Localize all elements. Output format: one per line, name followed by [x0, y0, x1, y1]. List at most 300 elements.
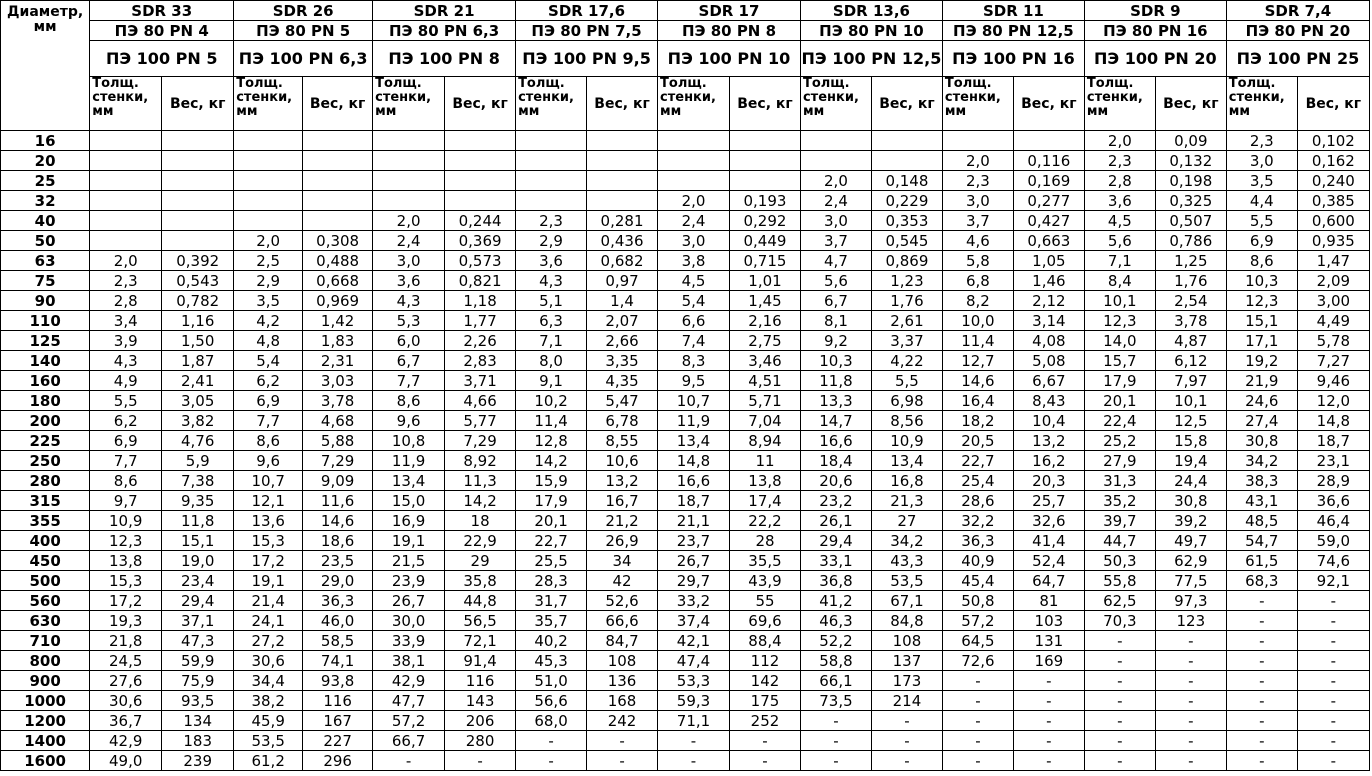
thickness-cell: 72,6 [942, 651, 1013, 671]
weight-cell: 46,4 [1297, 511, 1369, 531]
thickness-cell: - [942, 751, 1013, 771]
weight-cell: 8,55 [587, 431, 658, 451]
thickness-cell: 51,0 [516, 671, 587, 691]
weight-cell: 24,4 [1155, 471, 1226, 491]
thickness-cell: - [1226, 731, 1297, 751]
thickness-cell [373, 171, 445, 191]
thickness-cell: 53,5 [234, 731, 303, 751]
sdr-header: SDR 9 [1084, 1, 1226, 21]
thickness-cell: 6,0 [373, 331, 445, 351]
weight-cell [730, 171, 801, 191]
pe100-header: ПЭ 100 PN 8 [373, 41, 516, 77]
thickness-cell: 3,0 [942, 191, 1013, 211]
weight-cell [587, 131, 658, 151]
thickness-cell: 21,4 [234, 591, 303, 611]
weight-cell: 36,3 [303, 591, 373, 611]
thickness-cell: 34,2 [1226, 451, 1297, 471]
thickness-cell: 2,3 [516, 211, 587, 231]
thickness-cell: 52,2 [800, 631, 871, 651]
thickness-cell [658, 131, 730, 151]
weight-cell [445, 171, 516, 191]
thickness-cell: 5,5 [90, 391, 162, 411]
weight-cell: 116 [445, 671, 516, 691]
thickness-cell: 9,6 [373, 411, 445, 431]
weight-cell: 0,97 [587, 271, 658, 291]
weight-cell: 16,2 [1013, 451, 1084, 471]
weight-cell: - [1155, 631, 1226, 651]
weight-cell: 77,5 [1155, 571, 1226, 591]
weight-cell: 47,3 [162, 631, 234, 651]
weight-cell: 55 [730, 591, 801, 611]
weight-cell: 0,715 [730, 251, 801, 271]
table-row [1, 251, 1370, 271]
thickness-cell: 4,4 [1226, 191, 1297, 211]
weight-cell: 5,08 [1013, 351, 1084, 371]
weight-cell: 53,5 [871, 571, 942, 591]
thickness-cell: 13,8 [90, 551, 162, 571]
thickness-cell: 38,3 [1226, 471, 1297, 491]
weight-cell [730, 151, 801, 171]
weight-cell: 6,67 [1013, 371, 1084, 391]
weight-header: Вес, кг [445, 77, 516, 131]
weight-cell: - [587, 731, 658, 751]
thickness-cell: 2,0 [234, 231, 303, 251]
weight-cell: 30,8 [1155, 491, 1226, 511]
thickness-cell: 4,3 [90, 351, 162, 371]
weight-cell: - [1155, 671, 1226, 691]
weight-cell: 8,43 [1013, 391, 1084, 411]
thickness-cell: 14,2 [516, 451, 587, 471]
diameter-cell: 160 [1, 371, 90, 391]
thickness-header: Толщ. стенки, мм [90, 77, 162, 131]
weight-cell: 0,969 [303, 291, 373, 311]
thickness-cell [658, 151, 730, 171]
thickness-cell: 13,4 [658, 431, 730, 451]
weight-cell: - [1155, 751, 1226, 771]
weight-cell: 1,16 [162, 311, 234, 331]
thickness-cell: 36,7 [90, 711, 162, 731]
weight-cell: - [871, 731, 942, 751]
weight-cell: 2,83 [445, 351, 516, 371]
pe80-header: ПЭ 80 PN 7,5 [516, 21, 658, 41]
diameter-cell: 1200 [1, 711, 90, 731]
thickness-cell: - [1084, 671, 1155, 691]
weight-cell: 0,449 [730, 231, 801, 251]
table-row [1, 611, 1370, 631]
thickness-cell: 3,8 [658, 251, 730, 271]
weight-cell: 21,3 [871, 491, 942, 511]
weight-cell: 15,1 [162, 531, 234, 551]
weight-cell: 19,4 [1155, 451, 1226, 471]
weight-cell: 0,786 [1155, 231, 1226, 251]
thickness-cell [234, 151, 303, 171]
thickness-cell: 39,7 [1084, 511, 1155, 531]
thickness-cell: 14,6 [942, 371, 1013, 391]
thickness-cell: 30,6 [234, 651, 303, 671]
thickness-cell: 2,9 [516, 231, 587, 251]
thickness-cell [234, 131, 303, 151]
weight-cell: 84,7 [587, 631, 658, 651]
weight-header: Вес, кг [1297, 77, 1369, 131]
weight-cell: 2,61 [871, 311, 942, 331]
thickness-cell: - [658, 751, 730, 771]
table-row [1, 511, 1370, 531]
thickness-cell: 12,7 [942, 351, 1013, 371]
thickness-cell: 31,3 [1084, 471, 1155, 491]
thickness-cell: 18,7 [658, 491, 730, 511]
pe100-header: ПЭ 100 PN 5 [90, 41, 234, 77]
weight-cell [587, 191, 658, 211]
thickness-cell: 14,8 [658, 451, 730, 471]
weight-cell [730, 131, 801, 151]
weight-cell: - [1297, 711, 1369, 731]
weight-cell: 7,27 [1297, 351, 1369, 371]
weight-cell: 19,0 [162, 551, 234, 571]
weight-cell [587, 151, 658, 171]
thickness-cell: 22,7 [942, 451, 1013, 471]
weight-cell: 49,7 [1155, 531, 1226, 551]
thickness-cell: 26,7 [658, 551, 730, 571]
thickness-cell: 28,6 [942, 491, 1013, 511]
thickness-cell: 3,9 [90, 331, 162, 351]
thickness-cell: 22,4 [1084, 411, 1155, 431]
thickness-cell: 33,1 [800, 551, 871, 571]
weight-cell: 175 [730, 691, 801, 711]
thickness-cell: 8,6 [373, 391, 445, 411]
weight-cell: 9,46 [1297, 371, 1369, 391]
weight-cell: 2,54 [1155, 291, 1226, 311]
thickness-cell: 10,0 [942, 311, 1013, 331]
thickness-cell: 11,4 [942, 331, 1013, 351]
thickness-cell: 2,8 [90, 291, 162, 311]
weight-cell: 6,12 [1155, 351, 1226, 371]
weight-cell: 1,05 [1013, 251, 1084, 271]
thickness-cell [90, 131, 162, 151]
table-row [1, 231, 1370, 251]
thickness-cell: 6,3 [516, 311, 587, 331]
thickness-cell: 36,3 [942, 531, 1013, 551]
weight-cell [162, 151, 234, 171]
thickness-cell: 2,4 [800, 191, 871, 211]
thickness-cell: 18,2 [942, 411, 1013, 431]
thickness-cell: 35,2 [1084, 491, 1155, 511]
thickness-cell: - [942, 691, 1013, 711]
thickness-cell: 4,5 [658, 271, 730, 291]
diameter-cell: 1000 [1, 691, 90, 711]
thickness-cell: 42,9 [90, 731, 162, 751]
diameter-cell: 450 [1, 551, 90, 571]
weight-cell: 239 [162, 751, 234, 771]
thickness-cell: 7,7 [234, 411, 303, 431]
thickness-cell: 15,3 [90, 571, 162, 591]
weight-cell: 3,03 [303, 371, 373, 391]
pe80-header: ПЭ 80 PN 8 [658, 21, 801, 41]
thickness-cell: 36,8 [800, 571, 871, 591]
weight-cell: 242 [587, 711, 658, 731]
weight-cell: 2,41 [162, 371, 234, 391]
thickness-cell: - [1226, 671, 1297, 691]
weight-cell: 74,6 [1297, 551, 1369, 571]
weight-cell: 0,229 [871, 191, 942, 211]
thickness-cell: 25,5 [516, 551, 587, 571]
thickness-cell: 46,3 [800, 611, 871, 631]
thickness-cell: 15,9 [516, 471, 587, 491]
thickness-cell: 2,0 [373, 211, 445, 231]
weight-cell: 167 [303, 711, 373, 731]
weight-cell: 0,369 [445, 231, 516, 251]
weight-cell: 1,47 [1297, 251, 1369, 271]
weight-cell: 0,244 [445, 211, 516, 231]
thickness-cell: 41,2 [800, 591, 871, 611]
table-row [1, 371, 1370, 391]
thickness-cell: 24,5 [90, 651, 162, 671]
weight-cell: 8,94 [730, 431, 801, 451]
weight-cell: 69,6 [730, 611, 801, 631]
weight-cell [1013, 131, 1084, 151]
thickness-cell: 32,2 [942, 511, 1013, 531]
weight-cell: 11,3 [445, 471, 516, 491]
thickness-cell: 4,2 [234, 311, 303, 331]
thickness-cell: 8,2 [942, 291, 1013, 311]
thickness-cell: 73,5 [800, 691, 871, 711]
weight-cell: 3,37 [871, 331, 942, 351]
thickness-cell: - [800, 731, 871, 751]
thickness-cell [90, 211, 162, 231]
thickness-cell: 2,3 [1226, 131, 1297, 151]
header-row-sdr [1, 1, 1370, 21]
pe100-header: ПЭ 100 PN 20 [1084, 41, 1226, 77]
pe80-header: ПЭ 80 PN 12,5 [942, 21, 1084, 41]
weight-cell: 142 [730, 671, 801, 691]
weight-cell: 3,14 [1013, 311, 1084, 331]
thickness-cell: 56,6 [516, 691, 587, 711]
weight-cell: 3,00 [1297, 291, 1369, 311]
thickness-cell: 23,2 [800, 491, 871, 511]
thickness-cell: 30,6 [90, 691, 162, 711]
weight-cell: 112 [730, 651, 801, 671]
thickness-cell: 2,0 [942, 151, 1013, 171]
weight-cell: 0,682 [587, 251, 658, 271]
thickness-cell: 2,0 [1084, 131, 1155, 151]
thickness-cell: 25,2 [1084, 431, 1155, 451]
weight-cell: 6,98 [871, 391, 942, 411]
weight-cell: 5,47 [587, 391, 658, 411]
thickness-cell: - [1226, 591, 1297, 611]
weight-cell: 10,4 [1013, 411, 1084, 431]
weight-cell: 137 [871, 651, 942, 671]
weight-cell: - [1013, 731, 1084, 751]
weight-cell: 35,8 [445, 571, 516, 591]
weight-cell: 9,09 [303, 471, 373, 491]
thickness-cell: 2,3 [942, 171, 1013, 191]
thickness-cell: 8,4 [1084, 271, 1155, 291]
weight-cell: 2,07 [587, 311, 658, 331]
diameter-cell: 110 [1, 311, 90, 331]
weight-cell: 75,9 [162, 671, 234, 691]
thickness-cell: 6,8 [942, 271, 1013, 291]
weight-cell: 2,12 [1013, 291, 1084, 311]
weight-cell [303, 131, 373, 151]
thickness-cell: 20,5 [942, 431, 1013, 451]
weight-cell: 15,8 [1155, 431, 1226, 451]
thickness-cell: 3,0 [800, 211, 871, 231]
weight-cell: 59,9 [162, 651, 234, 671]
thickness-cell: 8,6 [1226, 251, 1297, 271]
thickness-cell: 6,9 [234, 391, 303, 411]
weight-cell [445, 191, 516, 211]
weight-cell: 0,162 [1297, 151, 1369, 171]
thickness-cell: 9,2 [800, 331, 871, 351]
thickness-cell: 2,3 [90, 271, 162, 291]
thickness-cell: 3,6 [516, 251, 587, 271]
weight-cell: 1,23 [871, 271, 942, 291]
weight-cell: 64,7 [1013, 571, 1084, 591]
thickness-header: Толщ. стенки, мм [373, 77, 445, 131]
weight-cell: 11,6 [303, 491, 373, 511]
thickness-cell: - [1084, 651, 1155, 671]
weight-cell: - [1013, 691, 1084, 711]
weight-cell: 123 [1155, 611, 1226, 631]
weight-cell [303, 191, 373, 211]
thickness-cell: 24,6 [1226, 391, 1297, 411]
weight-cell: 43,3 [871, 551, 942, 571]
thickness-cell [942, 131, 1013, 151]
weight-cell: 4,08 [1013, 331, 1084, 351]
weight-cell: 0,869 [871, 251, 942, 271]
thickness-cell: 23,9 [373, 571, 445, 591]
weight-cell: 28 [730, 531, 801, 551]
weight-cell: 1,01 [730, 271, 801, 291]
weight-cell: 1,46 [1013, 271, 1084, 291]
thickness-cell: 30,0 [373, 611, 445, 631]
thickness-cell: - [1084, 631, 1155, 651]
thickness-header: Толщ. стенки, мм [1084, 77, 1155, 131]
weight-cell [162, 171, 234, 191]
weight-cell: - [1013, 671, 1084, 691]
thickness-cell: 8,0 [516, 351, 587, 371]
diameter-cell: 225 [1, 431, 90, 451]
weight-cell: 29,4 [162, 591, 234, 611]
weight-cell: 62,9 [1155, 551, 1226, 571]
thickness-cell: 34,4 [234, 671, 303, 691]
thickness-cell: 59,3 [658, 691, 730, 711]
weight-cell: 20,3 [1013, 471, 1084, 491]
weight-cell: 25,7 [1013, 491, 1084, 511]
table-row [1, 291, 1370, 311]
thickness-cell [373, 131, 445, 151]
weight-cell [445, 131, 516, 151]
thickness-cell: 2,4 [658, 211, 730, 231]
thickness-cell: 61,2 [234, 751, 303, 771]
weight-cell: 13,4 [871, 451, 942, 471]
weight-cell: 5,71 [730, 391, 801, 411]
weight-cell: 280 [445, 731, 516, 751]
thickness-cell: 5,4 [658, 291, 730, 311]
weight-cell: 3,78 [303, 391, 373, 411]
table-row [1, 631, 1370, 651]
thickness-cell: 4,6 [942, 231, 1013, 251]
weight-cell: 0,436 [587, 231, 658, 251]
thickness-cell: 16,9 [373, 511, 445, 531]
weight-cell: 13,8 [730, 471, 801, 491]
diameter-cell: 630 [1, 611, 90, 631]
thickness-cell [800, 131, 871, 151]
thickness-cell: 26,1 [800, 511, 871, 531]
thickness-cell: 11,8 [800, 371, 871, 391]
thickness-cell: 8,6 [234, 431, 303, 451]
thickness-cell: 4,3 [516, 271, 587, 291]
thickness-cell: 14,7 [800, 411, 871, 431]
pe100-header: ПЭ 100 PN 9,5 [516, 41, 658, 77]
thickness-cell: 4,9 [90, 371, 162, 391]
thickness-cell: - [658, 731, 730, 751]
table-row [1, 391, 1370, 411]
thickness-cell: 17,2 [234, 551, 303, 571]
weight-cell: 0,325 [1155, 191, 1226, 211]
weight-cell: 7,29 [445, 431, 516, 451]
thickness-cell: - [1226, 651, 1297, 671]
diameter-cell: 800 [1, 651, 90, 671]
weight-cell: 0,573 [445, 251, 516, 271]
thickness-header: Толщ. стенки, мм [942, 77, 1013, 131]
thickness-cell: 42,9 [373, 671, 445, 691]
weight-cell: 10,6 [587, 451, 658, 471]
thickness-cell: - [1226, 711, 1297, 731]
diameter-cell: 355 [1, 511, 90, 531]
table-row [1, 651, 1370, 671]
thickness-cell: 15,7 [1084, 351, 1155, 371]
thickness-cell: 4,7 [800, 251, 871, 271]
thickness-cell: 8,1 [800, 311, 871, 331]
thickness-cell: 47,7 [373, 691, 445, 711]
thickness-cell: 7,7 [90, 451, 162, 471]
table-row [1, 151, 1370, 171]
weight-cell: 91,4 [445, 651, 516, 671]
thickness-cell: 13,6 [234, 511, 303, 531]
weight-cell: 0,102 [1297, 131, 1369, 151]
thickness-cell: 14,0 [1084, 331, 1155, 351]
weight-cell: 18 [445, 511, 516, 531]
weight-cell: 2,75 [730, 331, 801, 351]
thickness-cell: 21,8 [90, 631, 162, 651]
table-row [1, 491, 1370, 511]
thickness-cell: 38,1 [373, 651, 445, 671]
weight-header: Вес, кг [303, 77, 373, 131]
weight-cell: 2,31 [303, 351, 373, 371]
thickness-cell: 6,7 [373, 351, 445, 371]
table-row [1, 751, 1370, 771]
weight-cell: 0,308 [303, 231, 373, 251]
header-row-pe80 [1, 21, 1370, 41]
diameter-cell: 500 [1, 571, 90, 591]
weight-cell: 2,16 [730, 311, 801, 331]
weight-cell: 0,116 [1013, 151, 1084, 171]
weight-cell: 0,292 [730, 211, 801, 231]
weight-cell: 14,8 [1297, 411, 1369, 431]
table-row [1, 671, 1370, 691]
weight-cell: 4,68 [303, 411, 373, 431]
weight-cell: 5,78 [1297, 331, 1369, 351]
sdr-header: SDR 17 [658, 1, 801, 21]
weight-cell: 168 [587, 691, 658, 711]
thickness-cell: 3,0 [1226, 151, 1297, 171]
weight-cell: 16,7 [587, 491, 658, 511]
weight-cell: - [1155, 651, 1226, 671]
pe80-header: ПЭ 80 PN 16 [1084, 21, 1226, 41]
weight-cell: - [871, 751, 942, 771]
weight-cell: - [1155, 731, 1226, 751]
thickness-cell: - [516, 751, 587, 771]
